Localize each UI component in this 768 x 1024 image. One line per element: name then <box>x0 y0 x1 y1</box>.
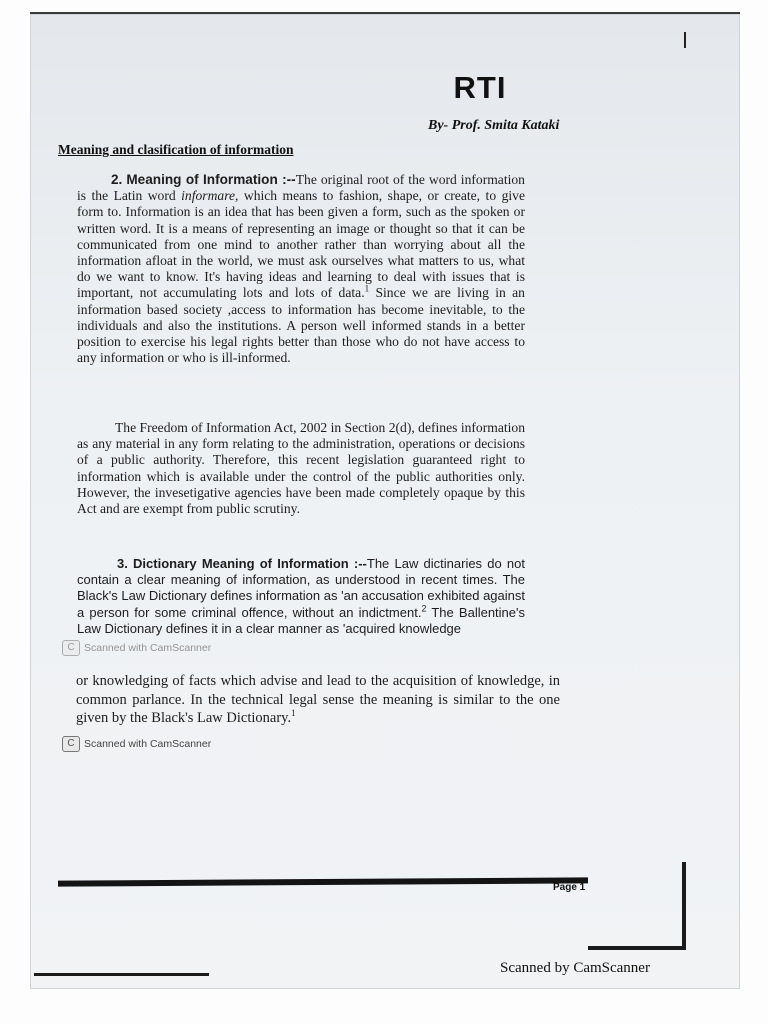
paragraph-freedom-of-information-act <box>77 420 525 517</box>
watermark-text: Scanned with CamScanner <box>84 738 212 750</box>
paragraph-text: , which means to fashion, shape, or create, to give form to. Information is an idea that has been given a form, such as the spoken or written word. It is a means of representing an image or thought so that it can be communicated from one mind to another rather than worrying about all the information afloat in the world, we must ask ourselves what matters to us, what do we want to know. It's having ideas and learning to deal with issues that is important, not accumulating lots and lots of data. <box>77 188 525 301</box>
page-number: Page 1 <box>553 882 586 893</box>
document-title <box>0 70 660 106</box>
author-byline: By- Prof. Smita Kataki <box>428 118 560 133</box>
paragraph-heading: Meaning of Information :-- <box>126 172 296 187</box>
paragraph-text: The Law dictinaries do not contain a clear meaning of information, as understood in recent times. The Black's Law Dictionary defines information as 'an accusation exhibited against a person for some criminal offence, without an indictment. <box>77 556 525 620</box>
paragraph-meaning-of-information <box>77 172 525 366</box>
paragraph-text: or knowledging of facts which advise and lead to the acquisition of knowledge, in common parlance. In the technical legal sense the meaning is similar to the one given by the Black's Law Dictionary. <box>76 673 560 726</box>
title-text: RTI <box>453 70 507 105</box>
camscanner-logo-icon: C <box>62 640 80 656</box>
frame-line-horizontal <box>588 946 686 950</box>
footnote-marker: 2 <box>421 603 427 614</box>
paragraph-number: 3. <box>117 556 128 571</box>
paragraph-number: 2. <box>111 172 123 187</box>
camscanner-watermark <box>62 640 211 656</box>
camscanner-watermark <box>62 736 211 752</box>
paragraph-continuation <box>76 672 560 728</box>
watermark-text: Scanned with CamScanner <box>84 642 212 654</box>
paragraph-text: The Ballentine's Law Dictionary defines it in a clear manner as 'acquired knowledge <box>77 604 525 636</box>
section-heading: Meaning and clasification of information <box>58 142 294 157</box>
paragraph-dictionary-meaning <box>77 556 525 637</box>
bottom-edge-line <box>34 973 209 976</box>
footnote-marker: 1 <box>291 708 296 719</box>
corner-mark <box>684 32 686 48</box>
paragraph-text: Since we are living in an information based society ,access to information has become inevitable, to the individuals and also the institutions. A person well informed stands in a better position to exercise his legal rights better than those who do not have access to any information or who is ill-informed. <box>77 285 525 366</box>
paragraph-text: The original root of the word information is the Latin word <box>77 172 525 204</box>
scanner-footer: Scanned by CamScanner <box>500 960 650 976</box>
latin-word: informare <box>181 188 236 204</box>
camscanner-logo-icon: C <box>62 736 80 752</box>
paragraph-heading: Dictionary Meaning of Information :-- <box>133 556 367 571</box>
footnote-marker: 1 <box>364 283 370 294</box>
paragraph-text: The Freedom of Information Act, 2002 in Section 2(d), defines information as any material in any form relating to the administration, operations or decisions of a public authority. Therefore, this recent legislation guaranteed right to information which is available under the control of the public authorities only. However, the invesetigative agencies have been made completely opaque by this Act and are exempt from public scrutiny. <box>77 420 525 517</box>
frame-line-vertical <box>682 862 686 950</box>
